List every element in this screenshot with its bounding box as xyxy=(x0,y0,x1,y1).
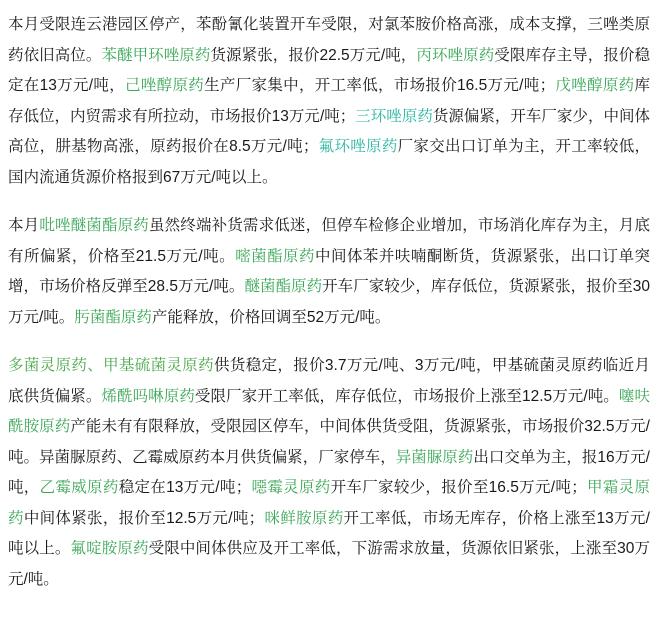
highlighted-term: 多菌灵原药、甲基硫菌灵原药 xyxy=(8,357,214,374)
text-run: 受限厂家开工率低，库存低位，市场报价上涨至12.5万元/吨。 xyxy=(194,387,619,405)
text-run: 开车厂家较少，库存低位，货源紧张，报价至30万元/吨。 xyxy=(8,278,650,326)
highlighted-term: 氟啶胺原药 xyxy=(70,540,149,557)
text-run: 本月受限连云港园区停产，苯酚氰化装置开车受限，对氯苯胺价格高涨，成本支撑，三唑类原药依旧高位。 xyxy=(8,16,650,64)
highlighted-term: 咪鲜胺原药 xyxy=(264,509,344,527)
paragraph-1 xyxy=(8,10,650,193)
highlighted-term: 丙环唑原药 xyxy=(416,46,495,64)
highlighted-term: 吡唑醚菌酯原药 xyxy=(39,217,149,234)
highlighted-term: 乙霉威原药 xyxy=(39,479,119,496)
highlighted-term: 噁霉灵原药 xyxy=(251,479,331,496)
highlighted-term: 己唑醇原药 xyxy=(125,77,205,94)
highlighted-term: 甲霜灵原药 xyxy=(8,479,650,527)
text-run: 虽然终端补货需求低迷，但停车检修企业增加，市场消化库存为主，月底有所偏紧，价格至21.5万元/吨。 xyxy=(8,217,650,265)
text-run: 货源偏紧，开车厂家少，中间体高位，肼基物高涨，原药报价在8.5万元/吨； xyxy=(8,107,650,155)
text-run: 开工率低，市场无库存，价格上涨至13万元/吨以上。 xyxy=(8,509,650,557)
highlighted-term: 氟环唑原药 xyxy=(318,138,398,155)
highlighted-term: 肟菌酯原药 xyxy=(74,308,152,326)
text-run: 供货稳定，报价3.7万元/吨、3万元/吨，甲基硫菌灵原药临近月底供货偏紧。 xyxy=(8,357,650,405)
text-run: 中间体苯并呋喃酮断货，货源紧张，出口订单突增，市场价格反弹至28.5万元/吨。 xyxy=(8,247,650,295)
highlighted-term: 三环唑原药 xyxy=(355,107,433,125)
text-run: 厂家交出口订单为主，开工率较低，国内流通货源价格报到67万元/吨以上。 xyxy=(8,138,650,186)
text-run: 受限中间体供应及开工率低，下游需求放量，货源依旧紧张，上涨至30万元/吨。 xyxy=(8,540,650,588)
text-run: 库存低位，内贸需求有所拉动，市场报价13万元/吨； xyxy=(8,77,650,125)
highlighted-term: 烯酰吗啉原药 xyxy=(101,387,195,405)
highlighted-term: 苯醚甲环唑原药 xyxy=(101,46,211,64)
paragraph-2 xyxy=(8,211,650,333)
text-run: 货源紧张，报价22.5万元/吨， xyxy=(210,46,417,64)
text-run: 出口交单为主，报16万元/吨， xyxy=(8,448,650,496)
highlighted-term: 嘧菌酯原药 xyxy=(235,247,315,265)
highlighted-term: 醚菌酯原药 xyxy=(244,278,323,295)
text-run: 中间体紧张，报价至12.5万元/吨； xyxy=(23,509,265,527)
text-run: 产能释放，价格回调至52万元/吨。 xyxy=(151,308,391,326)
text-run: 开车厂家较少，报价至16.5万元/吨； xyxy=(330,479,587,496)
text-run: 产能未有有限释放，受限园区停车，中间体供货受阻，货源紧张，市场报价32.5万元/吨。异菌脲原药、乙霉威原药本月供货偏紧，厂家停车， xyxy=(8,418,650,466)
text-run: 受限库存主导，报价稳定在13万元/吨， xyxy=(8,46,650,94)
paragraph-3 xyxy=(8,351,650,595)
text-run: 稳定在13万元/吨； xyxy=(118,479,252,496)
text-run: 生产厂家集中，开工率低，市场报价16.5万元/吨； xyxy=(204,77,556,94)
text-run: 本月 xyxy=(8,217,40,234)
highlighted-term: 异菌脲原药 xyxy=(395,448,474,466)
highlighted-term: 戊唑醇原药 xyxy=(555,77,635,94)
highlighted-term: 噻呋酰胺原药 xyxy=(8,387,650,435)
